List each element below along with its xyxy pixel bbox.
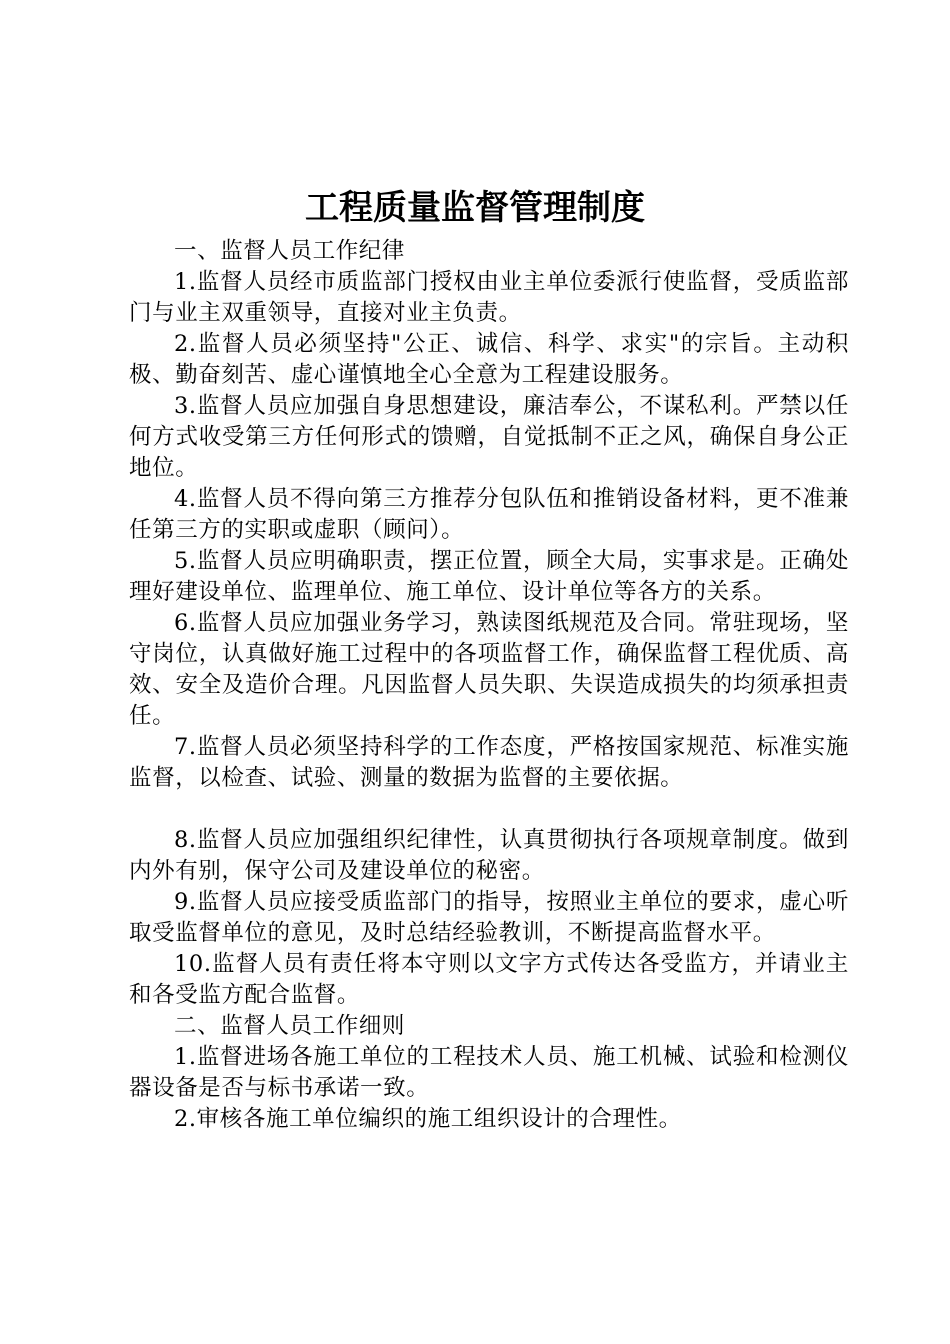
paragraph: 2.审核各施工单位编织的施工组织设计的合理性。 <box>174 1106 682 1132</box>
paragraph: 8.监督人员应加强组织纪律性，认真贯彻执行各项规章制度。做到内外有别，保守公司及建设单位的秘密。 <box>129 827 849 884</box>
paragraph: 7.监督人员必须坚持科学的工作态度，严格按国家规范、标准实施监督，以检查、试验、测量的数据为监督的主要依据。 <box>129 734 849 791</box>
paragraph: 3.监督人员应加强自身思想建设，廉洁奉公，不谋私利。严禁以任何方式收受第三方任何形式的馈赠，自觉抵制不正之风，确保自身公正地位。 <box>129 393 849 481</box>
paragraph: 5.监督人员应明确职责，摆正位置，顾全大局，实事求是。正确处理好建设单位、监理单位、施工单位、设计单位等各方的关系。 <box>129 548 849 605</box>
section-heading-1: 一、监督人员工作纪律 <box>174 238 406 264</box>
paragraph: 1.监督人员经市质监部门授权由业主单位委派行使监督，受质监部门与业主双重领导，直接对业主负责。 <box>129 269 849 326</box>
document-title: 工程质量监督管理制度 <box>305 188 645 228</box>
document-body <box>129 236 849 1135</box>
paragraph: 2.监督人员必须坚持"公正、诚信、科学、求实"的宗旨。主动积极、勤奋刻苦、虚心谨慎地全心全意为工程建设服务。 <box>129 331 849 388</box>
paragraph: 10.监督人员有责任将本守则以文字方式传达各受监方，并请业主和各受监方配合监督。 <box>129 951 849 1008</box>
paragraph: 1.监督进场各施工单位的工程技术人员、施工机械、试验和检测仪器设备是否与标书承诺一致。 <box>129 1044 849 1101</box>
paragraph: 4.监督人员不得向第三方推荐分包队伍和推销设备材料，更不准兼任第三方的实职或虚职（顾问）。 <box>129 486 849 543</box>
paragraph: 9.监督人员应接受质监部门的指导，按照业主单位的要求，虚心听取受监督单位的意见，及时总结经验教训，不断提高监督水平。 <box>129 889 849 946</box>
section-heading-2: 二、监督人员工作细则 <box>174 1013 406 1039</box>
paragraph: 6.监督人员应加强业务学习，熟读图纸规范及合同。常驻现场，坚守岗位，认真做好施工过程中的各项监督工作，确保监督工程优质、高效、安全及造价合理。凡因监督人员失职、失误造成损失的均须承担责任。 <box>129 610 849 729</box>
